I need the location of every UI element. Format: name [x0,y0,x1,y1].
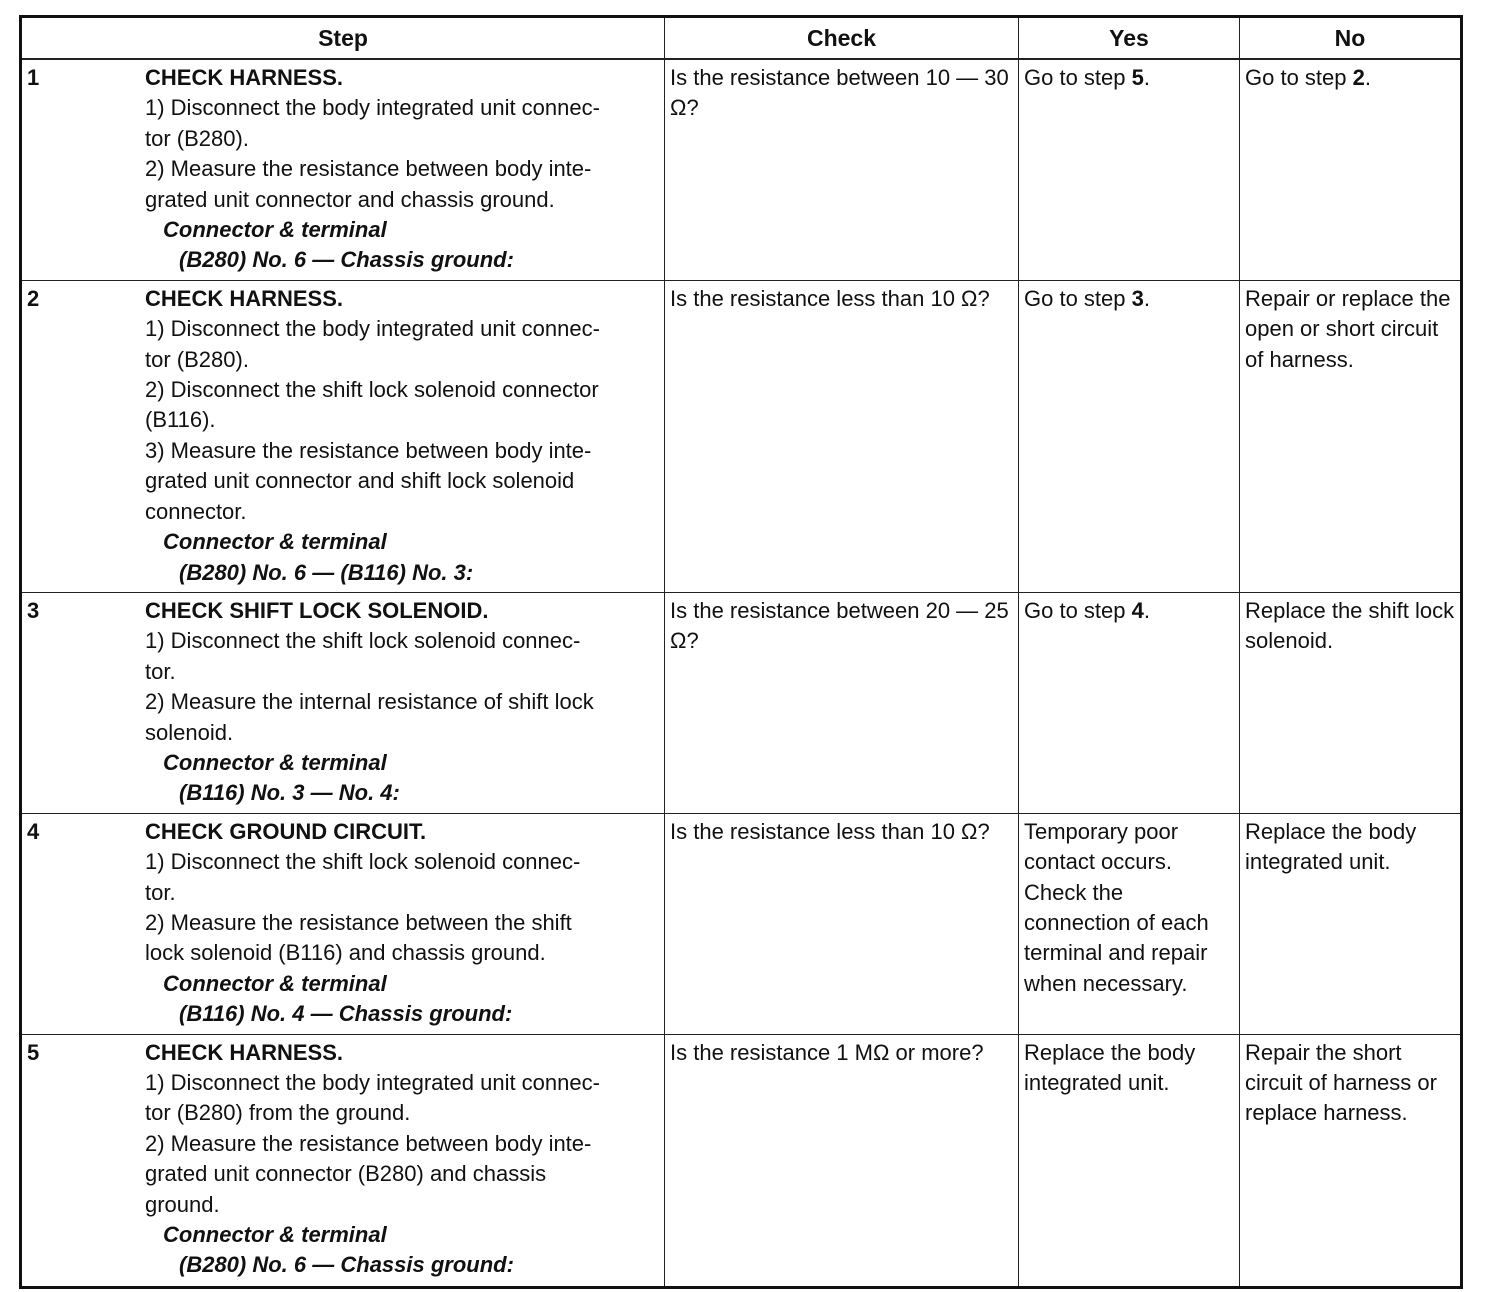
no-step-number: 2 [1352,65,1365,90]
step-line: tor. [145,879,176,905]
connector-terminal: (B116) No. 3 — No. 4: [179,780,400,806]
check-cell: Is the resistance less than 10 Ω? [665,280,1019,592]
step-line: ground. [145,1191,220,1217]
connector-label: Connector & terminal [163,217,387,243]
step-number: 2 [27,285,40,311]
header-check: Check [665,17,1019,60]
step-line: grated unit connector (B280) and chassis [145,1161,547,1187]
connector-terminal: (B280) No. 6 — (B116) No. 3: [179,559,474,585]
yes-end: . [1143,285,1150,311]
connector-terminal: (B280) No. 6 — Chassis ground: [179,247,514,273]
table-header-row [21,17,1462,60]
step-line: tor (B280) from the ground. [145,1100,411,1126]
step-line: tor (B280). [145,346,249,372]
step-line: 2) Disconnect the shift lock solenoid connector [145,377,599,403]
table-row [21,592,1462,813]
yes-text: Go to step [1024,285,1132,311]
no-cell [1240,59,1462,280]
yes-cell [1019,280,1240,592]
yes-text: Go to step [1024,597,1132,623]
no-cell: Repair or replace the open or short circuit of harness. [1240,280,1462,592]
yes-cell: Temporary poor contact occurs. Check the connection of each terminal and repair when necessary. [1019,813,1240,1034]
step-line: 1) Disconnect the body integrated unit connec- [145,95,600,121]
connector-label: Connector & terminal [163,970,387,996]
step-line: 2) Measure the resistance between the shift [145,909,572,935]
no-cell: Replace the shift lock solenoid. [1240,592,1462,813]
yes-text: Go to step [1024,65,1132,90]
step-line: 2) Measure the resistance between body inte- [145,1130,592,1156]
step-cell [21,280,665,592]
yes-cell [1019,592,1240,813]
step-title: CHECK HARNESS. [145,285,344,311]
step-line: (B116). [145,407,216,433]
step-number: 3 [27,597,40,623]
yes-step-number: 4 [1131,597,1144,623]
yes-step-number: 3 [1131,285,1144,311]
check-cell: Is the resistance 1 MΩ or more? [665,1034,1019,1287]
step-number: 5 [27,1039,40,1065]
step-cell [21,813,665,1034]
yes-cell [1019,59,1240,280]
step-number: 1 [27,65,40,90]
step-number: 4 [27,818,40,844]
yes-end: . [1143,65,1150,90]
step-cell [21,592,665,813]
yes-end: . [1143,597,1150,623]
check-cell: Is the resistance less than 10 Ω? [665,813,1019,1034]
diagnostic-table [19,15,1463,1289]
yes-cell: Replace the body integrated unit. [1019,1034,1240,1287]
step-line: 2) Measure the resistance between body inte- [145,156,592,182]
step-line: 1) Disconnect the body integrated unit connec- [145,1070,600,1095]
table-row [21,59,1462,280]
header-no: No [1240,17,1462,60]
step-line: connector. [145,498,247,524]
step-line: grated unit connector and chassis ground. [145,186,555,212]
step-line: 1) Disconnect the body integrated unit connec- [145,316,600,342]
connector-label: Connector & terminal [163,749,387,775]
step-line: tor. [145,658,176,684]
connector-label: Connector & terminal [163,529,387,555]
no-cell: Repair the short circuit of harness or replace harness. [1240,1034,1462,1287]
check-cell: Is the resistance between 20 — 25 Ω? [665,592,1019,813]
step-line: tor (B280). [145,125,249,151]
table-row [21,813,1462,1034]
header-step: Step [21,17,665,60]
connector-terminal: (B116) No. 4 — Chassis ground: [179,1001,513,1027]
connector-label: Connector & terminal [163,1222,387,1248]
no-cell: Replace the body integrated unit. [1240,813,1462,1034]
step-title: CHECK SHIFT LOCK SOLENOID. [145,597,489,623]
step-line: 1) Disconnect the shift lock solenoid connec- [145,849,581,875]
connector-terminal: (B280) No. 6 — Chassis ground: [179,1252,514,1278]
step-cell [21,1034,665,1287]
yes-step-number: 5 [1131,65,1144,90]
step-line: 1) Disconnect the shift lock solenoid connec- [145,628,581,654]
step-cell [21,59,665,280]
header-yes: Yes [1019,17,1240,60]
no-text: Go to step [1245,65,1353,90]
step-line: grated unit connector and shift lock solenoid [145,468,575,494]
step-line: solenoid. [145,719,234,745]
table-row [21,280,1462,592]
step-line: lock solenoid (B116) and chassis ground. [145,940,546,966]
step-title: CHECK HARNESS. [145,65,344,90]
check-cell: Is the resistance between 10 — 30 Ω? [665,59,1019,280]
step-line: 2) Measure the internal resistance of shift lock [145,689,594,715]
step-line: 3) Measure the resistance between body inte- [145,437,592,463]
step-title: CHECK GROUND CIRCUIT. [145,818,427,844]
table-row [21,1034,1462,1287]
no-end: . [1364,65,1371,90]
step-title: CHECK HARNESS. [145,1039,344,1065]
